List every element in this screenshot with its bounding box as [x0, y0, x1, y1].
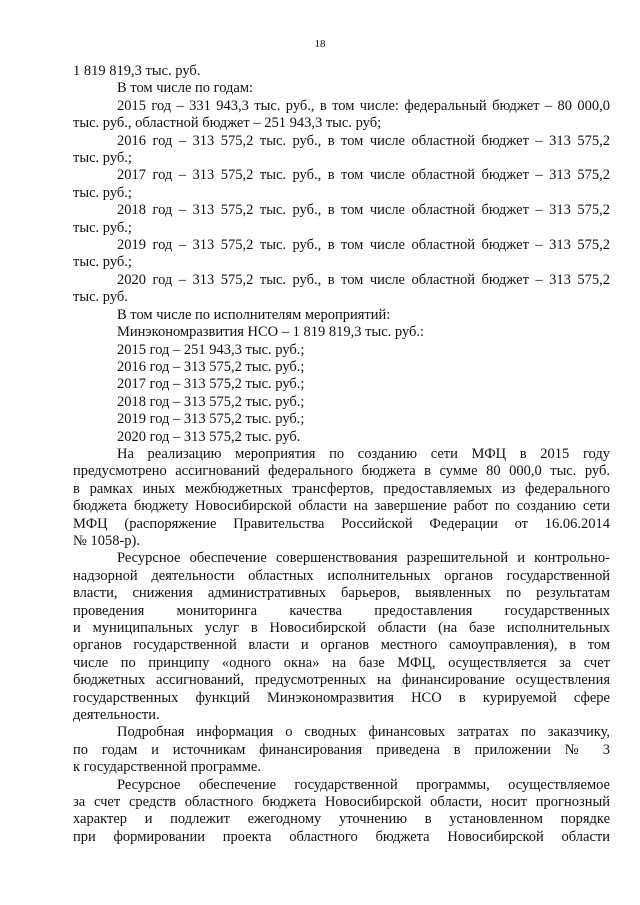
text-line: На реализацию мероприятия по созданию сети МФЦ в 2015 году: [117, 445, 610, 462]
text-line: 2019 год – 313 575,2 тыс. руб.;: [117, 411, 305, 428]
text-line: при формировании проекта областного бюджета Новосибирской области: [73, 828, 610, 845]
text-line: 2015 год – 251 943,3 тыс. руб.;: [117, 341, 305, 358]
text-line: № 1058-р).: [73, 532, 140, 549]
text-line: 2015 год – 331 943,3 тыс. руб., в том числе: федеральный бюджет – 80 000,0: [117, 97, 610, 114]
text-line: государственных функций Минэкономразвития НСО в курируемой сфере: [73, 689, 610, 706]
page-number: 18: [314, 38, 326, 50]
text-line: тыс. руб., областной бюджет – 251 943,3 тыс. руб;: [73, 115, 382, 132]
text-line: 2020 год – 313 575,2 тыс. руб., в том числе областной бюджет – 313 575,2: [117, 271, 610, 288]
text-line: в рамках иных межбюджетных трансфертов, предоставляемых из федерального: [73, 480, 610, 497]
text-line: 1 819 819,3 тыс. руб.: [73, 63, 201, 79]
text-line: к государственной программе.: [73, 759, 261, 776]
text-line: характер и подлежит ежегодному уточнению в установленном порядке: [73, 811, 610, 828]
text-line: и муниципальных услуг в Новосибирской области (на базе исполнительных: [73, 620, 610, 636]
text-line: власти, снижения административных барьеров, выявленных по результатам: [73, 585, 610, 602]
text-line: 2016 год – 313 575,2 тыс. руб.;: [117, 358, 305, 375]
text-line: В том числе по исполнителям мероприятий:: [117, 306, 391, 323]
text-line: 2018 год – 313 575,2 тыс. руб., в том числе областной бюджет – 313 575,2: [117, 202, 610, 219]
text-line: по годам и источникам финансирования приведена в приложении № 3: [73, 741, 610, 758]
text-line: тыс. руб.;: [73, 184, 132, 201]
text-line: 2018 год – 313 575,2 тыс. руб.;: [117, 393, 305, 410]
text-line: тыс. руб.: [73, 289, 128, 306]
text-line: проведения мониторинга качества предоставления государственных: [73, 602, 610, 619]
text-line: 2017 год – 313 575,2 тыс. руб.;: [117, 376, 305, 393]
text-line: за счет средств областного бюджета Новосибирской области, носит прогнозный: [73, 794, 610, 811]
text-line: тыс. руб.;: [73, 150, 132, 167]
text-line: деятельности.: [73, 707, 160, 724]
text-line: МФЦ (распоряжение Правительства Российской Федерации от 16.06.2014: [73, 515, 610, 532]
text-line: числе по принципу «одного окна» на базе МФЦ, осуществляется за счет: [73, 654, 610, 671]
text-line: бюджета бюджету Новосибирской области на завершение работ по созданию сети: [73, 498, 610, 515]
text-line: органов государственной власти и органов местного самоуправления), в том: [73, 637, 610, 654]
text-line: 2019 год – 313 575,2 тыс. руб., в том числе областной бюджет – 313 575,2: [117, 237, 610, 254]
text-line: предусмотрено ассигнований федерального бюджета в сумме 80 000,0 тыс. руб.: [73, 463, 610, 480]
document-body: [73, 63, 610, 846]
text-line: бюджетных ассигнований, предусмотренных на финансирование осуществления: [73, 672, 610, 689]
text-line: надзорной деятельности областных исполнительных органов государственной: [73, 567, 610, 584]
text-line: тыс. руб.;: [73, 219, 132, 236]
text-line: Ресурсное обеспечение государственной программы, осуществляемое: [117, 776, 610, 793]
text-line: 2020 год – 313 575,2 тыс. руб.: [117, 428, 301, 445]
text-line: Ресурсное обеспечение совершенствования разрешительной и контрольно-: [117, 550, 610, 567]
text-line: 2016 год – 313 575,2 тыс. руб., в том числе областной бюджет – 313 575,2: [117, 132, 610, 149]
text-line: 2017 год – 313 575,2 тыс. руб., в том числе областной бюджет – 313 575,2: [117, 167, 610, 184]
text-line: Подробная информация о сводных финансовых затратах по заказчику,: [117, 724, 610, 741]
text-line: В том числе по годам:: [117, 80, 254, 97]
text-line: тыс. руб.;: [73, 254, 132, 271]
text-line: Минэкономразвития НСО – 1 819 819,3 тыс. руб.:: [117, 324, 425, 341]
